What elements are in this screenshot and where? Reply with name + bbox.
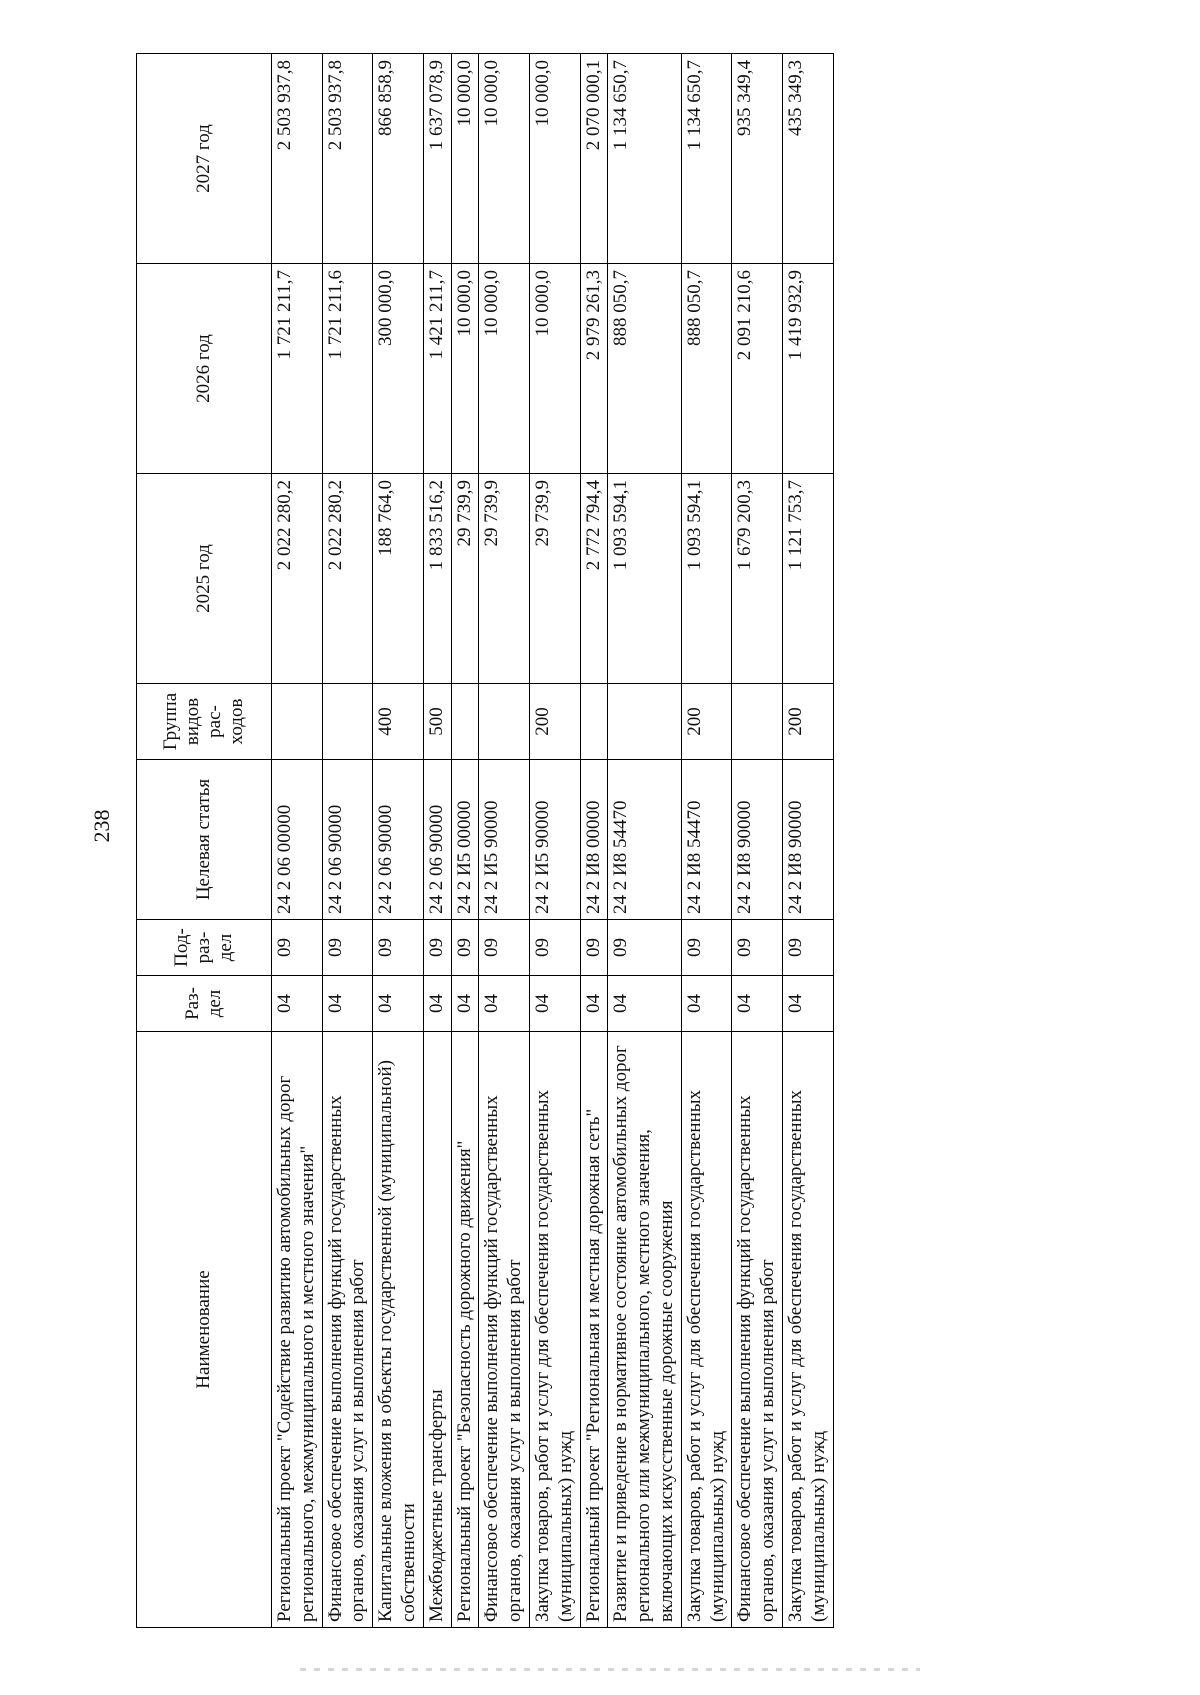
cell-expense-group: 200 <box>681 684 732 760</box>
cell-target-article: 24 2 06 90000 <box>373 760 424 920</box>
cell-2025: 2 022 280,2 <box>322 474 373 684</box>
cell-2026: 888 050,7 <box>681 264 732 474</box>
cell-target-article: 24 2 06 90000 <box>423 760 451 920</box>
cell-2027: 1 134 650,7 <box>681 54 732 264</box>
cell-subsection: 09 <box>423 920 451 976</box>
cell-2025: 1 121 753,7 <box>782 474 833 684</box>
table-row <box>322 54 373 1628</box>
cell-subsection: 09 <box>580 920 608 976</box>
cell-2026: 300 000,0 <box>373 264 424 474</box>
cell-subsection: 09 <box>529 920 580 976</box>
page-number: 238 <box>89 809 114 843</box>
cell-2027: 2 070 000,1 <box>580 54 608 264</box>
header-section: Раз-дел <box>137 976 272 1032</box>
header-2027: 2027 год <box>137 54 272 264</box>
header-subsection: Под-раз-дел <box>137 920 272 976</box>
cell-2027: 2 503 937,8 <box>322 54 373 264</box>
cell-2025: 2 022 280,2 <box>272 474 323 684</box>
cell-section: 04 <box>479 976 530 1032</box>
cell-subsection: 09 <box>451 920 479 976</box>
cell-expense-group <box>732 684 783 760</box>
cell-2027: 935 349,4 <box>732 54 783 264</box>
cell-name: Межбюджетные трансферты <box>423 1032 451 1628</box>
header-expense-group: Группа видов рас-ходов <box>137 684 272 760</box>
cell-2025: 1 679 200,3 <box>732 474 783 684</box>
cell-2027: 10 000,0 <box>529 54 580 264</box>
budget-table <box>136 53 834 1628</box>
cell-2026: 1 421 211,7 <box>423 264 451 474</box>
cell-expense-group <box>322 684 373 760</box>
cell-2026: 10 000,0 <box>529 264 580 474</box>
cell-subsection: 09 <box>373 920 424 976</box>
cell-name: Региональный проект "Региональная и местная дорожная сеть" <box>580 1032 608 1628</box>
cell-2025: 1 093 594,1 <box>608 474 681 684</box>
cell-2026: 10 000,0 <box>451 264 479 474</box>
cell-2025: 29 739,9 <box>529 474 580 684</box>
table-row <box>782 54 833 1628</box>
cell-expense-group: 200 <box>529 684 580 760</box>
cell-2026: 1 721 211,7 <box>272 264 323 474</box>
cell-expense-group <box>580 684 608 760</box>
cell-expense-group: 500 <box>423 684 451 760</box>
cell-2025: 29 739,9 <box>479 474 530 684</box>
table-row <box>272 54 323 1628</box>
cell-2027: 1 637 078,9 <box>423 54 451 264</box>
cell-name: Капитальные вложения в объекты государственной (муниципальной) собственности <box>373 1032 424 1628</box>
cell-2026: 10 000,0 <box>479 264 530 474</box>
cell-target-article: 24 2 И8 54470 <box>681 760 732 920</box>
cell-2027: 435 349,3 <box>782 54 833 264</box>
cell-section: 04 <box>373 976 424 1032</box>
cell-section: 04 <box>322 976 373 1032</box>
cell-name: Закупка товаров, работ и услуг для обеспечения государственных (муниципальных) нужд <box>782 1032 833 1628</box>
cell-expense-group <box>451 684 479 760</box>
table-row <box>373 54 424 1628</box>
cell-target-article: 24 2 И8 90000 <box>782 760 833 920</box>
table-row <box>732 54 783 1628</box>
cell-subsection: 09 <box>782 920 833 976</box>
cell-target-article: 24 2 И8 54470 <box>608 760 681 920</box>
cell-2027: 10 000,0 <box>451 54 479 264</box>
cell-section: 04 <box>272 976 323 1032</box>
cell-subsection: 09 <box>479 920 530 976</box>
cell-2025: 188 764,0 <box>373 474 424 684</box>
cell-section: 04 <box>580 976 608 1032</box>
table-row <box>529 54 580 1628</box>
cell-expense-group: 400 <box>373 684 424 760</box>
cell-name: Финансовое обеспечение выполнения функций государственных органов, оказания услуг и выполнения работ <box>479 1032 530 1628</box>
header-2025: 2025 год <box>137 474 272 684</box>
cell-2025: 2 772 794,4 <box>580 474 608 684</box>
header-name: Наименование <box>137 1032 272 1628</box>
header-row <box>137 54 272 1628</box>
cell-subsection: 09 <box>322 920 373 976</box>
cell-expense-group <box>479 684 530 760</box>
table-body <box>272 54 834 1628</box>
cell-target-article: 24 2 06 90000 <box>322 760 373 920</box>
cell-2025: 29 739,9 <box>451 474 479 684</box>
table-row <box>423 54 451 1628</box>
cell-name: Региональный проект "Безопасность дорожного движения" <box>451 1032 479 1628</box>
cell-name: Развитие и приведение в нормативное состояние автомобильных дорог регионального или межмуниципального, местного значения, включающих искусственные дорожные сооружения <box>608 1032 681 1628</box>
cell-section: 04 <box>451 976 479 1032</box>
cell-target-article: 24 2 06 00000 <box>272 760 323 920</box>
cell-section: 04 <box>732 976 783 1032</box>
cell-2026: 1 721 211,6 <box>322 264 373 474</box>
cell-target-article: 24 2 И5 90000 <box>479 760 530 920</box>
header-2026: 2026 год <box>137 264 272 474</box>
cell-name: Финансовое обеспечение выполнения функций государственных органов, оказания услуг и выполнения работ <box>322 1032 373 1628</box>
scan-noise <box>300 1668 920 1671</box>
cell-2025: 1 093 594,1 <box>681 474 732 684</box>
cell-expense-group <box>272 684 323 760</box>
cell-section: 04 <box>423 976 451 1032</box>
table-row <box>479 54 530 1628</box>
cell-name: Закупка товаров, работ и услуг для обеспечения государственных (муниципальных) нужд <box>529 1032 580 1628</box>
cell-target-article: 24 2 И5 00000 <box>451 760 479 920</box>
cell-2027: 2 503 937,8 <box>272 54 323 264</box>
cell-name: Закупка товаров, работ и услуг для обеспечения государственных (муниципальных) нужд <box>681 1032 732 1628</box>
cell-subsection: 09 <box>272 920 323 976</box>
cell-expense-group <box>608 684 681 760</box>
table-row <box>451 54 479 1628</box>
table-row <box>681 54 732 1628</box>
cell-target-article: 24 2 И8 00000 <box>580 760 608 920</box>
cell-2026: 888 050,7 <box>608 264 681 474</box>
header-target-article: Целевая статья <box>137 760 272 920</box>
cell-target-article: 24 2 И5 90000 <box>529 760 580 920</box>
table-row <box>580 54 608 1628</box>
cell-subsection: 09 <box>681 920 732 976</box>
cell-2027: 866 858,9 <box>373 54 424 264</box>
cell-subsection: 09 <box>732 920 783 976</box>
cell-name: Финансовое обеспечение выполнения функций государственных органов, оказания услуг и выполнения работ <box>732 1032 783 1628</box>
cell-section: 04 <box>681 976 732 1032</box>
cell-section: 04 <box>608 976 681 1032</box>
cell-2025: 1 833 516,2 <box>423 474 451 684</box>
budget-table-container <box>136 54 1100 1628</box>
cell-section: 04 <box>529 976 580 1032</box>
cell-section: 04 <box>782 976 833 1032</box>
cell-subsection: 09 <box>608 920 681 976</box>
cell-name: Региональный проект "Содействие развитию автомобильных дорог регионального, межмуниципального и местного значения" <box>272 1032 323 1628</box>
cell-2026: 2 091 210,6 <box>732 264 783 474</box>
cell-expense-group: 200 <box>782 684 833 760</box>
cell-2027: 10 000,0 <box>479 54 530 264</box>
cell-2026: 2 979 261,3 <box>580 264 608 474</box>
table-row <box>608 54 681 1628</box>
cell-2026: 1 419 932,9 <box>782 264 833 474</box>
cell-target-article: 24 2 И8 90000 <box>732 760 783 920</box>
cell-2027: 1 134 650,7 <box>608 54 681 264</box>
